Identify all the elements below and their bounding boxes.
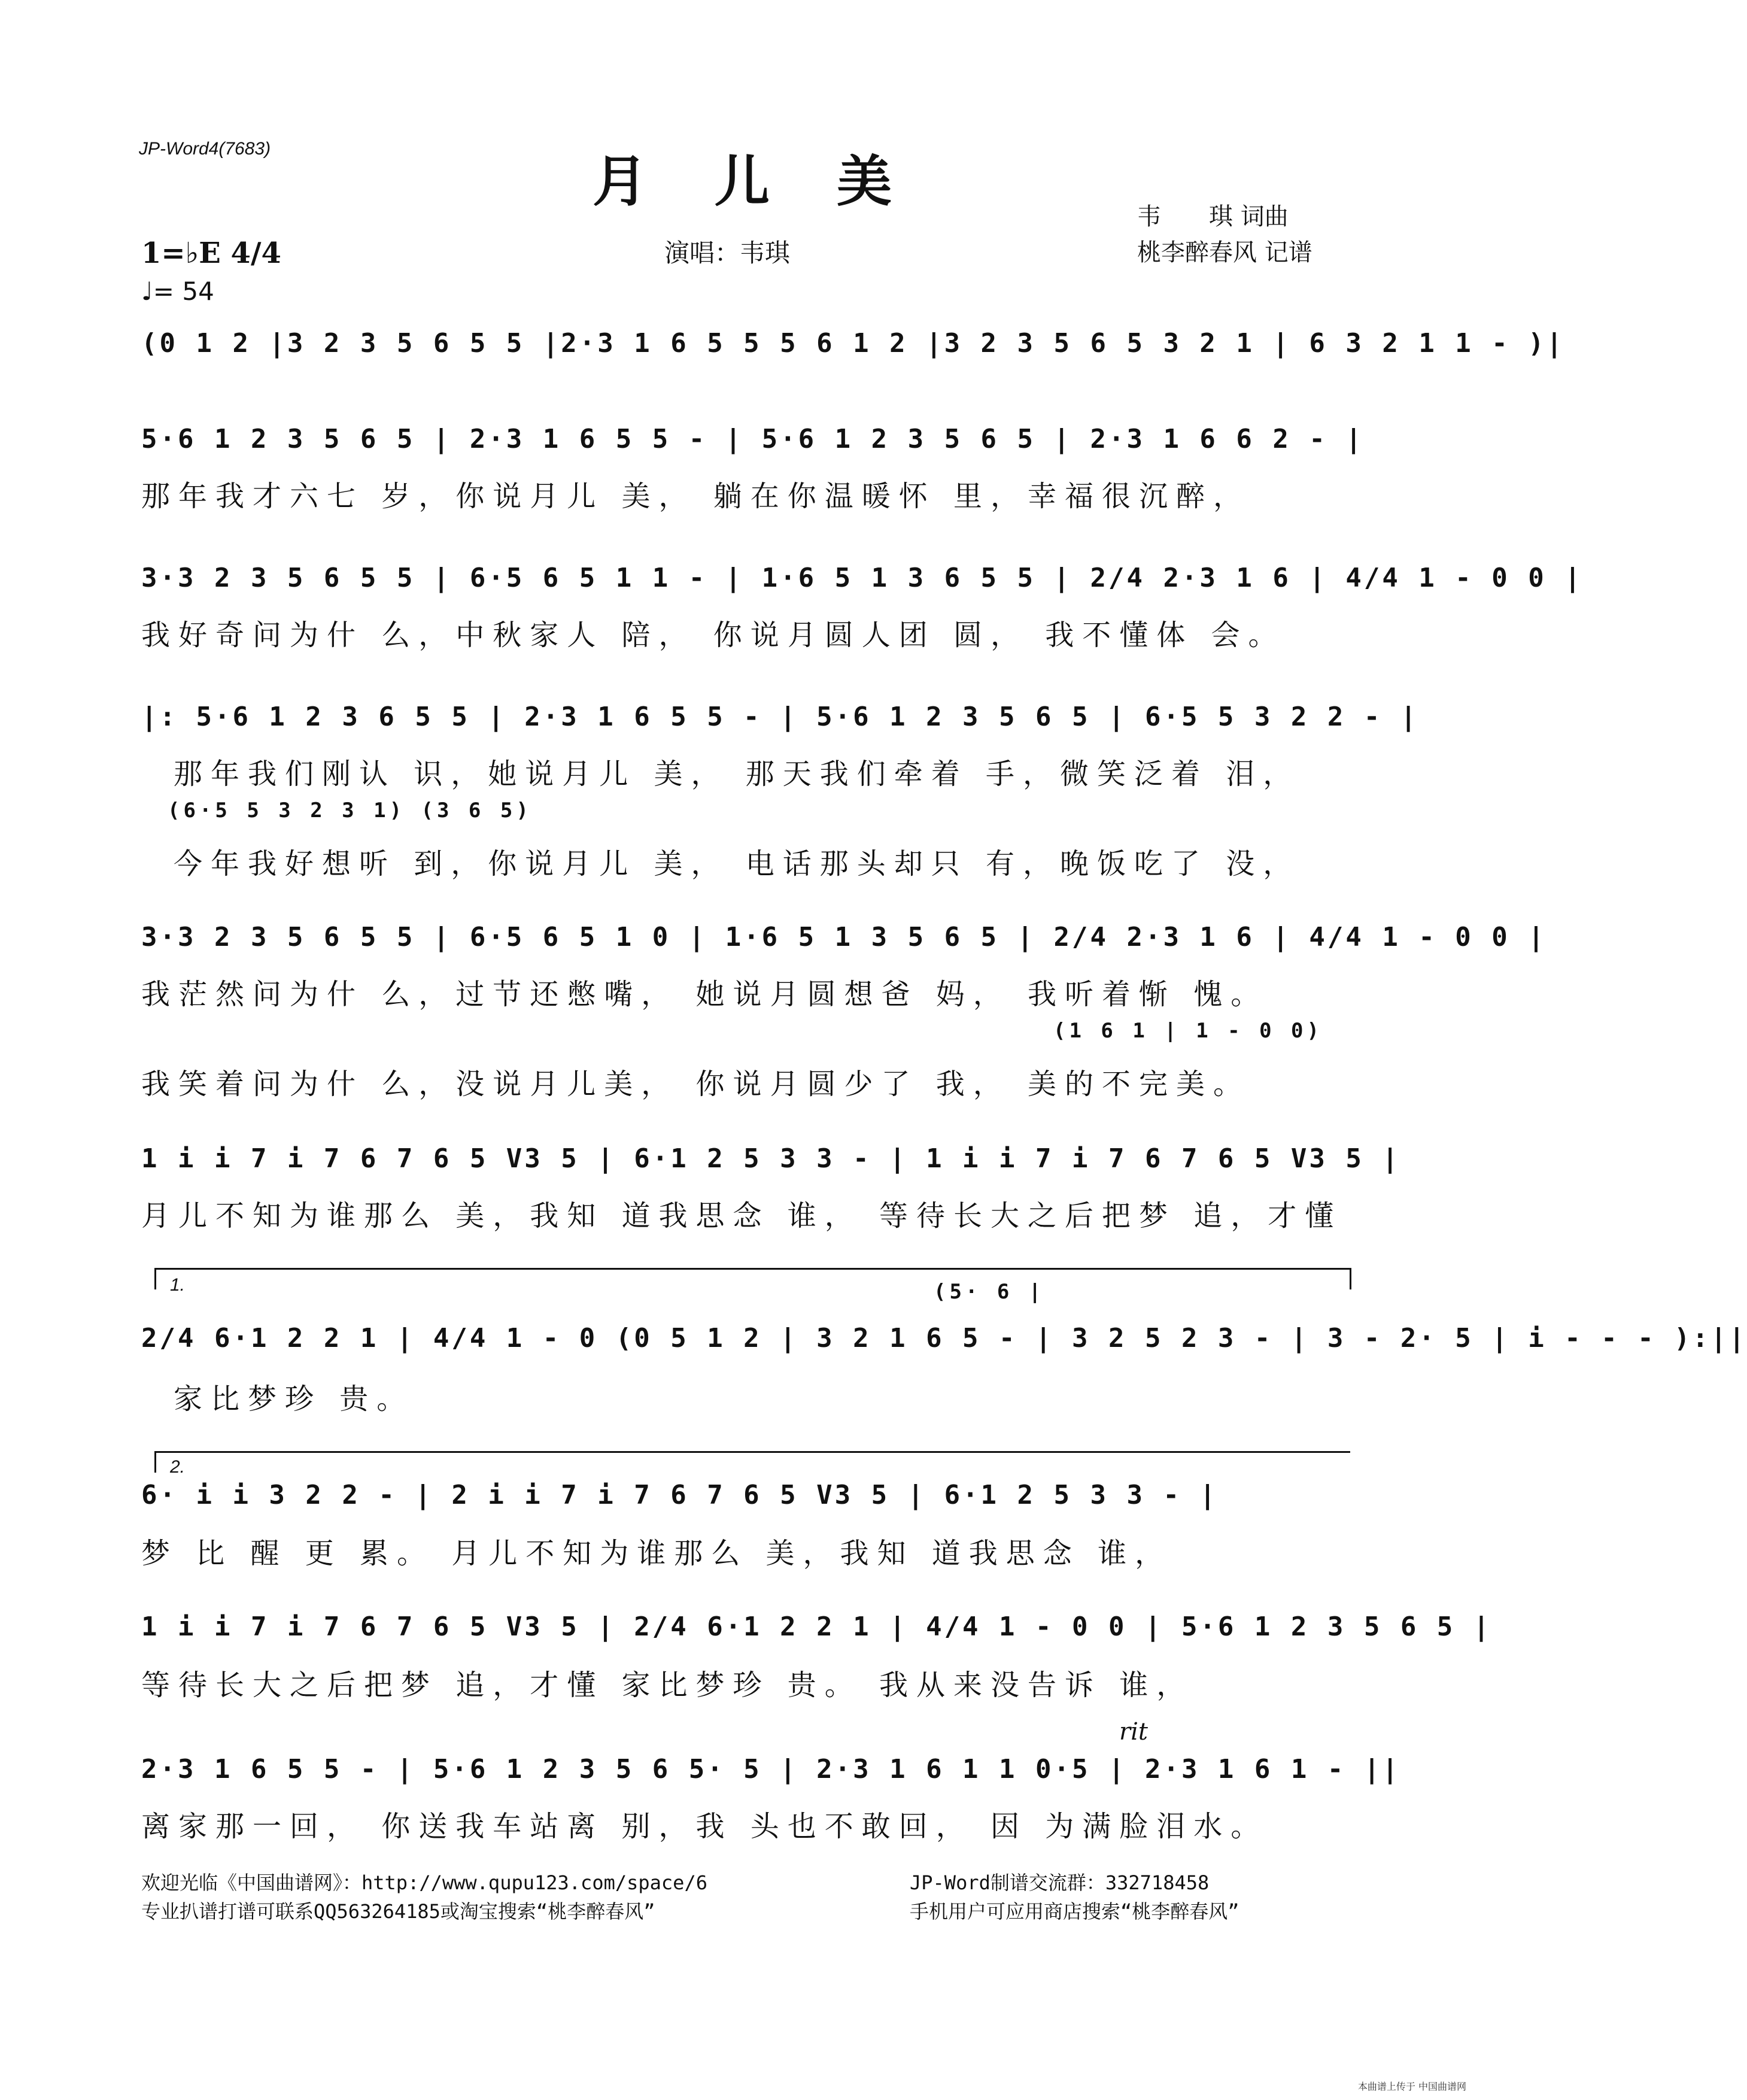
score-row-8-notes: 1 i i 7 i 7 6 7 6 5 V3 5 | 2/4 6·1 2 2 1 | 4/4 1 - 0 0 | 5·6 1 2 3 5 6 5 | bbox=[141, 1612, 1492, 1642]
volta-1-bracket-left bbox=[154, 1268, 156, 1289]
score-row-5-notes: 1 i i 7 i 7 6 7 6 5 V3 5 | 6·1 2 5 3 3 - | 1 i i 7 i 7 6 7 6 5 V3 5 | bbox=[141, 1143, 1400, 1174]
singer-label: 演唱：韦琪 bbox=[664, 238, 791, 268]
score-row-5-lyrics: 月儿不知为谁那么 美，我知 道我思念 谁， 等待长大之后把梦 追，才懂 bbox=[141, 1199, 1342, 1233]
score-row-1-lyrics: 那年我才六七 岁，你说月儿 美， 躺在你温暖怀 里，幸福很沉醉， bbox=[141, 480, 1251, 513]
lyricist-composer-credit: 韦 琪 词曲 bbox=[1137, 203, 1289, 230]
score-row-6-alt-notes: (5· 6 | bbox=[934, 1280, 1045, 1304]
score-row-4-lyrics: 我茫然问为什 么，过节还憋嘴， 她说月圆想爸 妈， 我听着惭 愧。 bbox=[141, 978, 1268, 1011]
volta-2-label: 2. bbox=[170, 1457, 186, 1477]
score-row-6-notes: 2/4 6·1 2 2 1 | 4/4 1 - 0 (0 5 1 2 | 3 2 1 6 5 - | 3 2 5 2 3 - | 3 - 2· 5 | i - - - ):|| bbox=[141, 1323, 1747, 1354]
score-row-2-lyrics: 我好奇问为什 么，中秋家人 陪， 你说月圆人团 圆， 我不懂体 会。 bbox=[141, 618, 1286, 652]
key-signature: 1=♭E 4/4 bbox=[141, 236, 281, 270]
corner-watermark: 本曲谱上传于 中国曲谱网 bbox=[1357, 2081, 1466, 2092]
score-row-3-notes: |: 5·6 1 2 3 6 5 5 | 2·3 1 6 5 5 - | 5·6 1 2 3 5 6 5 | 6·5 5 3 2 2 - | bbox=[141, 702, 1419, 732]
score-row-7-notes: 6· i i 3 2 2 - | 2 i i 7 i 7 6 7 6 5 V3 5 | 6·1 2 5 3 3 - | bbox=[141, 1480, 1218, 1510]
footer-website-line: 欢迎光临《中国曲谱网》：http://www.qupu123.com/space/6 bbox=[141, 1871, 707, 1894]
score-row-2-notes: 3·3 2 3 5 6 5 5 | 6·5 6 5 1 1 - | 1·6 5 1 3 6 5 5 | 2/4 2·3 1 6 | 4/4 1 - 0 0 | bbox=[141, 563, 1583, 593]
score-row-6-lyrics: 家比梦珍 贵。 bbox=[174, 1382, 414, 1416]
score-row-4-lyrics-2: 我笑着问为什 么，没说月儿美， 你说月圆少了 我， 美的不完美。 bbox=[141, 1067, 1251, 1101]
score-row-1-notes: 5·6 1 2 3 5 6 5 | 2·3 1 6 5 5 - | 5·6 1 2 3 5 6 5 | 2·3 1 6 6 2 - | bbox=[141, 424, 1364, 454]
footer-group-line: JP-Word制谱交流群：332718458 bbox=[910, 1871, 1210, 1894]
score-row-9-lyrics: 离家那一回， 你送我车站离 别，我 头也不敢回， 因 为满脸泪水。 bbox=[141, 1810, 1268, 1843]
volta-2-bracket-left bbox=[154, 1451, 156, 1473]
score-row-7-lyrics: 梦 比 醒 更 累。 月儿不知为谁那么 美，我知 道我思念 谁， bbox=[141, 1537, 1172, 1570]
transcriber-credit: 桃李醉春风 记谱 bbox=[1137, 239, 1312, 266]
footer-app-line: 手机用户可应用商店搜索“桃李醉春风” bbox=[910, 1900, 1239, 1923]
source-label: JP-Word4(7683) bbox=[139, 139, 271, 159]
footer-contact-line: 专业扒谱打谱可联系QQ563264185或淘宝搜索“桃李醉春风” bbox=[141, 1900, 655, 1923]
score-row-8-lyrics: 等待长大之后把梦 追，才懂 家比梦珍 贵。 我从来没告诉 谁， bbox=[141, 1668, 1194, 1702]
volta-1-label: 1. bbox=[170, 1275, 186, 1295]
volta-2-bracket bbox=[154, 1451, 1350, 1453]
tempo-marking: ♩= 54 bbox=[141, 277, 214, 306]
ritardando-marking: rit bbox=[1119, 1718, 1148, 1746]
volta-1-bracket bbox=[154, 1268, 1351, 1270]
score-row-4-notes: 3·3 2 3 5 6 5 5 | 6·5 6 5 1 0 | 1·6 5 1 3 5 6 5 | 2/4 2·3 1 6 | 4/4 1 - 0 0 | bbox=[141, 922, 1547, 952]
score-row-3-lyrics-2: 今年我好想听 到，你说月儿 美， 电话那头却只 有，晚饭吃了 没， bbox=[174, 847, 1301, 881]
score-row-4-alt-notes: (1 6 1 | 1 - 0 0) bbox=[1053, 1019, 1323, 1043]
score-row-9-notes: 2·3 1 6 5 5 - | 5·6 1 2 3 5 6 5· 5 | 2·3 1 6 1 1 0·5 | 2·3 1 6 1 - || bbox=[141, 1754, 1400, 1785]
score-row-3-lyrics: 那年我们刚认 识，她说月儿 美， 那天我们牵着 手，微笑泛着 泪， bbox=[174, 757, 1301, 791]
volta-1-bracket-right bbox=[1350, 1268, 1351, 1289]
score-row-intro: (0 1 2 |3 2 3 5 6 5 5 |2·3 1 6 5 5 5 6 1 2 |3 2 3 5 6 5 3 2 1 | 6 3 2 1 1 - )| bbox=[141, 328, 1565, 359]
score-row-3-alt-notes: (6·5 5 3 2 3 1) (3 6 5) bbox=[168, 799, 532, 823]
page-title: 月 儿 美 bbox=[593, 149, 916, 214]
